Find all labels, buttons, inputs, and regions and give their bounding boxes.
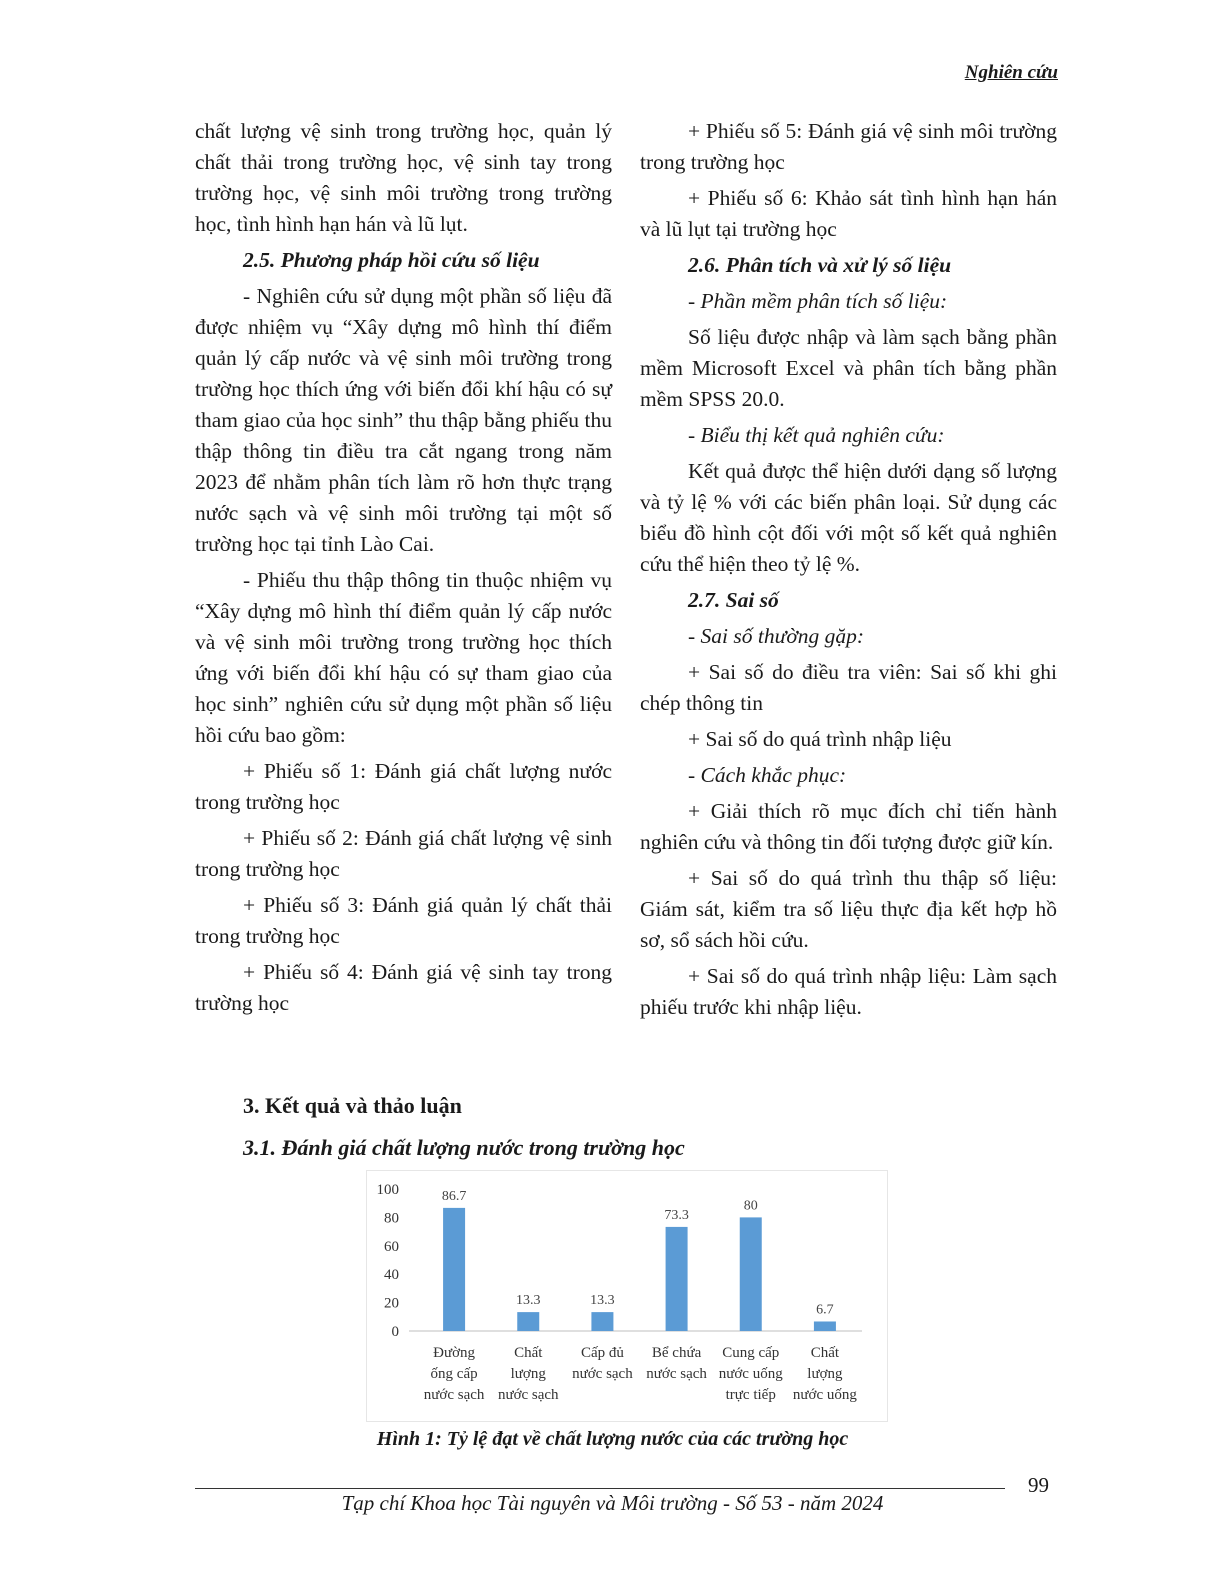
x-tick-label: nước sạch — [497, 1387, 559, 1403]
y-tick-label: 80 — [384, 1210, 399, 1227]
x-tick-label: Đường — [433, 1345, 476, 1361]
data-label: 13.3 — [516, 1293, 541, 1309]
x-tick-label: nước sạch — [646, 1366, 707, 1382]
x-tick-label: lượng — [807, 1366, 843, 1382]
y-tick-label: 20 — [384, 1295, 399, 1312]
list-item: + Phiếu số 5: Đánh giá vệ sinh môi trường trong trường học — [640, 119, 1057, 174]
bar — [740, 1217, 762, 1331]
subheading: - Phần mềm phân tích số liệu: — [688, 289, 948, 313]
list-item: + Phiếu số 1: Đánh giá chất lượng nước trong trường học — [195, 759, 612, 814]
section-heading-3-1: 3.1. Đánh giá chất lượng nước trong trường học — [243, 1135, 685, 1160]
x-tick-label: nước sạch — [572, 1366, 633, 1382]
list-item: + Phiếu số 6: Khảo sát tình hình hạn hán và lũ lụt tại trường học — [640, 186, 1057, 241]
bar — [814, 1321, 836, 1331]
paragraph: - Phiếu thu thập thông tin thuộc nhiệm vụ “Xây dựng mô hình thí điểm quản lý cấp nước và vệ sinh môi trường trong trường học thích ứng với biến đổi khí hậu có sự tham giao của học sinh” nghiên cứu sử dụng một phần số liệu hồi cứu bao gồm: — [195, 568, 612, 747]
list-item: + Sai số do điều tra viên: Sai số khi ghi chép thông tin — [640, 660, 1057, 715]
x-tick-label: trực tiếp — [725, 1387, 776, 1403]
left-column — [195, 116, 612, 1024]
list-item: + Phiếu số 2: Đánh giá chất lượng vệ sinh trong trường học — [195, 826, 612, 881]
list-item: + Sai số do quá trình thu thập số liệu: Giám sát, kiểm tra số liệu thực địa kết hợp hồ sơ, sổ sách hồi cứu. — [640, 866, 1057, 952]
y-tick-label: 100 — [376, 1182, 399, 1198]
x-tick-label: nước uống — [792, 1387, 857, 1403]
footer-divider — [195, 1488, 1005, 1489]
list-item: + Sai số do quá trình nhập liệu: Làm sạch phiếu trước khi nhập liệu. — [640, 964, 1057, 1019]
data-label: 13.3 — [590, 1293, 615, 1309]
x-tick-label: ống cấp — [430, 1366, 478, 1382]
data-label: 73.3 — [664, 1207, 689, 1223]
bar — [591, 1312, 613, 1331]
x-tick-label: Bể chứa — [651, 1345, 702, 1361]
journal-footer: Tạp chí Khoa học Tài nguyên và Môi trường - Số 53 - năm 2024 — [341, 1491, 884, 1515]
section-heading-3: 3. Kết quả và thảo luận — [243, 1093, 462, 1118]
figure-caption: Hình 1: Tỷ lệ đạt về chất lượng nước của các trường học — [376, 1428, 849, 1450]
x-tick-label: Chất — [514, 1345, 543, 1361]
right-column — [640, 116, 1057, 1028]
subheading: - Biểu thị kết quả nghiên cứu: — [688, 423, 945, 447]
y-tick-label: 0 — [391, 1324, 399, 1340]
x-tick-label: Cung cấp — [722, 1345, 780, 1361]
x-tick-label: nước uống — [718, 1366, 783, 1382]
y-tick-label: 60 — [384, 1238, 399, 1255]
bar-chart-svg — [367, 1171, 887, 1421]
bar-chart — [366, 1170, 888, 1422]
list-item: + Phiếu số 3: Đánh giá quản lý chất thải trong trường học — [195, 893, 612, 948]
page-number: 99 — [1028, 1473, 1049, 1497]
x-tick-label: Chất — [810, 1345, 840, 1361]
list-item: + Sai số do quá trình nhập liệu — [688, 727, 952, 751]
data-label: 86.7 — [441, 1188, 467, 1204]
bar — [517, 1312, 539, 1331]
bar — [443, 1208, 465, 1331]
paragraph: Số liệu được nhập và làm sạch bằng phần mềm Microsoft Excel và phân tích bằng phần mềm SPSS 20.0. — [640, 325, 1057, 411]
x-tick-label: lượng — [510, 1366, 546, 1382]
subheading: - Cách khắc phục: — [688, 763, 847, 787]
data-label: 6.7 — [816, 1302, 834, 1318]
paragraph: - Nghiên cứu sử dụng một phần số liệu đã được nhiệm vụ “Xây dựng mô hình thí điểm quản lý cấp nước và vệ sinh môi trường trong trường học thích ứng với biến đổi khí hậu có sự tham giao của học sinh” thu thập bằng phiếu thu thập thông tin điều tra cắt ngang trong năm 2023 để nhằm phân tích làm rõ hơn thực trạng nước sạch và vệ sinh môi trường tại một số trường học tại tỉnh Lào Cai. — [195, 284, 612, 556]
section-header: Nghiên cứu — [964, 62, 1058, 83]
list-item: + Giải thích rõ mục đích chỉ tiến hành nghiên cứu và thông tin đối tượng được giữ kín. — [640, 799, 1057, 854]
section-heading-2-5: 2.5. Phương pháp hồi cứu số liệu — [243, 248, 540, 272]
bar — [666, 1227, 688, 1331]
x-tick-label: nước sạch — [423, 1387, 485, 1403]
subheading: - Sai số thường gặp: — [688, 624, 865, 648]
x-tick-label: Cấp đủ — [580, 1345, 624, 1361]
data-label: 80 — [743, 1198, 758, 1214]
paragraph: chất lượng vệ sinh trong trường học, quản lý chất thải trong trường học, vệ sinh tay trong trường học, vệ sinh môi trường trong trường học, tình hình hạn hán và lũ lụt. — [195, 119, 612, 236]
y-tick-label: 40 — [384, 1267, 399, 1284]
list-item: + Phiếu số 4: Đánh giá vệ sinh tay trong trường học — [195, 960, 612, 1015]
section-heading-2-6: 2.6. Phân tích và xử lý số liệu — [688, 253, 952, 277]
section-heading-2-7: 2.7. Sai số — [688, 588, 779, 612]
paragraph: Kết quả được thể hiện dưới dạng số lượng và tỷ lệ % với các biến phân loại. Sử dụng các biểu đồ hình cột đối với một số kết quả nghiên cứu thể hiện theo tỷ lệ %. — [640, 459, 1057, 576]
